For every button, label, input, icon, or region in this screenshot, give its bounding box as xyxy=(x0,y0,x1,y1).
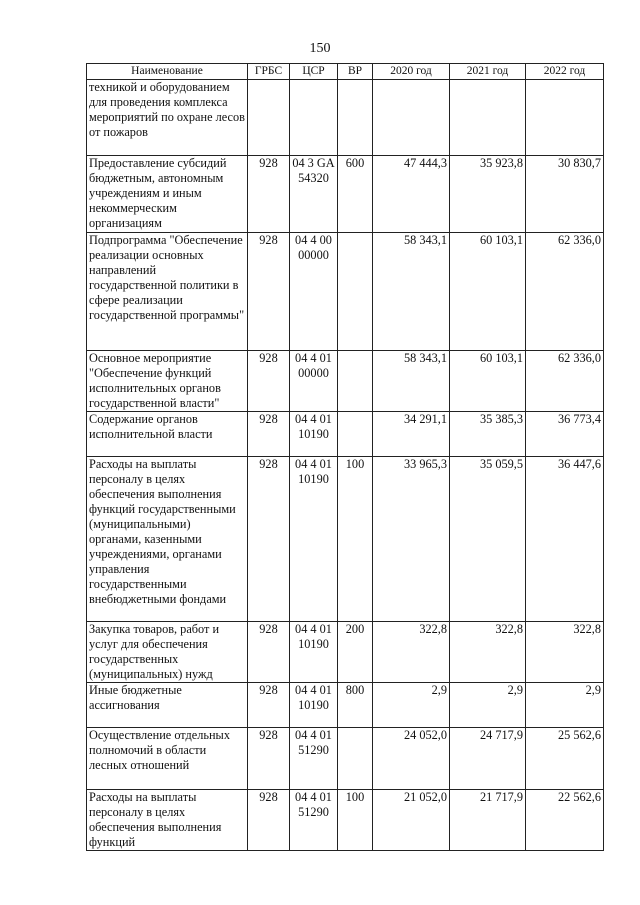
cell-name: Предоставление субсидий бюджетным, автономным учреждениям и иным некоммерческим организациям xyxy=(87,156,248,233)
cell-2021: 2,9 xyxy=(450,683,526,728)
cell-name: Осуществление отдельных полномочий в области лесных отношений xyxy=(87,728,248,790)
cell-grbs: 928 xyxy=(248,457,290,622)
cell-grbs: 928 xyxy=(248,728,290,790)
table-row xyxy=(87,622,604,683)
cell-2022: 30 830,7 xyxy=(526,156,604,233)
cell-2020: 21 052,0 xyxy=(373,790,450,851)
cell-2022: 36 773,4 xyxy=(526,412,604,457)
cell-grbs: 928 xyxy=(248,233,290,351)
table-header-row xyxy=(87,64,604,80)
cell-2022: 62 336,0 xyxy=(526,233,604,351)
cell-name: Иные бюджетные ассигнования xyxy=(87,683,248,728)
cell-grbs: 928 xyxy=(248,622,290,683)
header-csr: ЦСР xyxy=(290,64,338,80)
cell-vr xyxy=(338,412,373,457)
cell-csr: 04 4 01 51290 xyxy=(290,790,338,851)
cell-2022: 2,9 xyxy=(526,683,604,728)
cell-2022: 322,8 xyxy=(526,622,604,683)
table-row xyxy=(87,233,604,351)
cell-grbs: 928 xyxy=(248,790,290,851)
table-row xyxy=(87,457,604,622)
cell-2022: 22 562,6 xyxy=(526,790,604,851)
cell-name: Содержание органов исполнительной власти xyxy=(87,412,248,457)
cell-vr xyxy=(338,728,373,790)
cell-csr: 04 4 01 10190 xyxy=(290,683,338,728)
table-row xyxy=(87,351,604,412)
cell-2021: 24 717,9 xyxy=(450,728,526,790)
budget-table xyxy=(86,63,604,851)
cell-grbs xyxy=(248,80,290,156)
cell-name: Основное мероприятие "Обеспечение функций исполнительных органов государственной власти" xyxy=(87,351,248,412)
table-row xyxy=(87,80,604,156)
cell-2021: 60 103,1 xyxy=(450,351,526,412)
header-2021: 2021 год xyxy=(450,64,526,80)
cell-csr: 04 4 01 51290 xyxy=(290,728,338,790)
cell-2021: 322,8 xyxy=(450,622,526,683)
cell-2022: 36 447,6 xyxy=(526,457,604,622)
table-row xyxy=(87,790,604,851)
cell-2021: 35 923,8 xyxy=(450,156,526,233)
cell-csr: 04 3 GA 54320 xyxy=(290,156,338,233)
header-2022: 2022 год xyxy=(526,64,604,80)
cell-2021: 35 385,3 xyxy=(450,412,526,457)
cell-2021 xyxy=(450,80,526,156)
cell-grbs: 928 xyxy=(248,412,290,457)
cell-2022: 62 336,0 xyxy=(526,351,604,412)
cell-2020: 58 343,1 xyxy=(373,351,450,412)
cell-vr: 100 xyxy=(338,790,373,851)
cell-csr: 04 4 01 10190 xyxy=(290,622,338,683)
header-grbs: ГРБС xyxy=(248,64,290,80)
cell-2020: 322,8 xyxy=(373,622,450,683)
cell-name: Расходы на выплаты персоналу в целях обеспечения выполнения функций государственными (муниципальными) органами, казенными учреждениями, органами управления государственными внебюджетными фондами xyxy=(87,457,248,622)
cell-grbs: 928 xyxy=(248,156,290,233)
cell-grbs: 928 xyxy=(248,683,290,728)
cell-2020: 34 291,1 xyxy=(373,412,450,457)
cell-grbs: 928 xyxy=(248,351,290,412)
cell-2021: 21 717,9 xyxy=(450,790,526,851)
cell-csr: 04 4 00 00000 xyxy=(290,233,338,351)
cell-2020: 2,9 xyxy=(373,683,450,728)
cell-vr: 600 xyxy=(338,156,373,233)
cell-name: Закупка товаров, работ и услуг для обеспечения государственных (муниципальных) нужд xyxy=(87,622,248,683)
header-vr: ВР xyxy=(338,64,373,80)
cell-name: техникой и оборудованием для проведения комплекса мероприятий по охране лесов от пожаров xyxy=(87,80,248,156)
header-name: Наименование xyxy=(87,64,248,80)
page-number: 150 xyxy=(309,41,331,56)
cell-name: Расходы на выплаты персоналу в целях обеспечения выполнения функций xyxy=(87,790,248,851)
table-row xyxy=(87,728,604,790)
cell-2020: 24 052,0 xyxy=(373,728,450,790)
cell-2020: 58 343,1 xyxy=(373,233,450,351)
cell-csr: 04 4 01 00000 xyxy=(290,351,338,412)
cell-2022: 25 562,6 xyxy=(526,728,604,790)
table-row xyxy=(87,156,604,233)
cell-2022 xyxy=(526,80,604,156)
cell-name: Подпрограмма "Обеспечение реализации основных направлений государственной политики в сфере реализации государственной программы" xyxy=(87,233,248,351)
cell-2020: 47 444,3 xyxy=(373,156,450,233)
table-row xyxy=(87,412,604,457)
cell-vr xyxy=(338,233,373,351)
cell-csr xyxy=(290,80,338,156)
cell-vr: 800 xyxy=(338,683,373,728)
cell-vr xyxy=(338,351,373,412)
cell-2021: 60 103,1 xyxy=(450,233,526,351)
table-row xyxy=(87,683,604,728)
cell-2021: 35 059,5 xyxy=(450,457,526,622)
cell-csr: 04 4 01 10190 xyxy=(290,412,338,457)
cell-2020: 33 965,3 xyxy=(373,457,450,622)
cell-csr: 04 4 01 10190 xyxy=(290,457,338,622)
cell-2020 xyxy=(373,80,450,156)
cell-vr: 200 xyxy=(338,622,373,683)
cell-vr xyxy=(338,80,373,156)
cell-vr: 100 xyxy=(338,457,373,622)
header-2020: 2020 год xyxy=(373,64,450,80)
